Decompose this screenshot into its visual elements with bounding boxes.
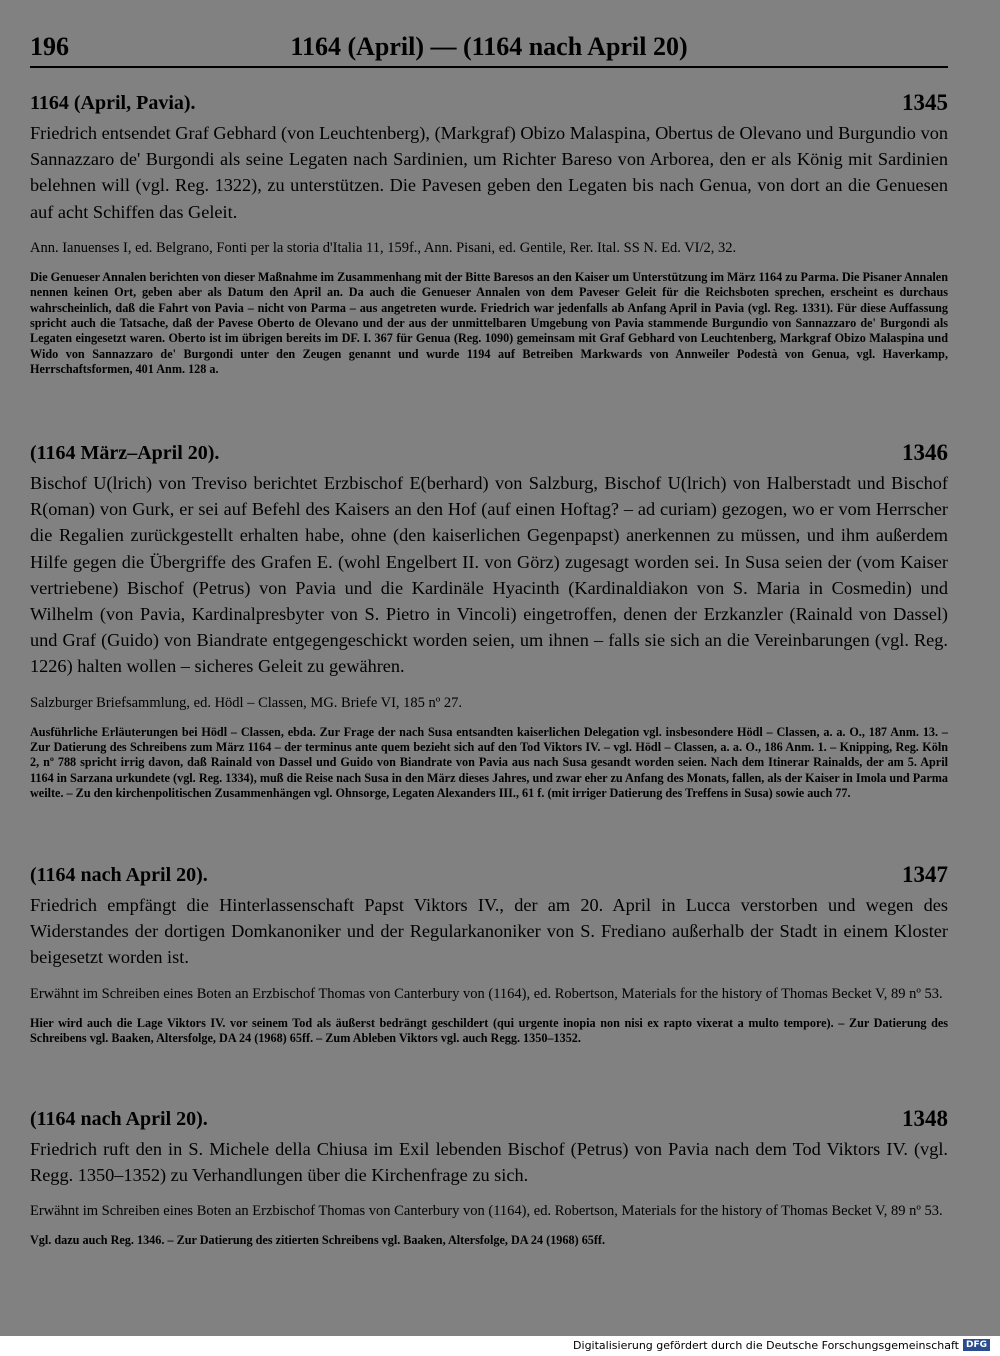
page-header bbox=[30, 30, 948, 68]
entry-summary: Friedrich ruft den in S. Michele della Chiusa im Exil lebenden Bischof (Petrus) von Pavia nach dem Tod Viktors IV. (vgl. Regg. 1350–1352) zu Verhandlungen über die Kirchenfrage zu sich. bbox=[30, 1139, 948, 1186]
entry-heading bbox=[30, 442, 948, 470]
entry-date: 1164 (April, Pavia). bbox=[30, 92, 196, 114]
entry-note: Die Genueser Annalen berichten von dieser Maßnahme im Zusammenhang mit der Bitte Baresos an den Kaiser um Unterstützung im März 1164 zu Parma. Die Pisaner Annalen nennen keinen Ort, geben aber als Datum den April an. Da auch die Genueser Annalen von dem Paveser Geleit für die Reichsboten sprechen, erscheint es durchaus wahrscheinlich, daß die Fahrt von Pavia – nicht von Parma – aus angetreten wurde. Friedrich war jedenfalls ab Anfang April in Pavia (vgl. Reg. 1331). Für diese Auffassung spricht auch die Tatsache, daß der Pavese Oberto de Olevano und der aus der unmittelbaren Umgebung von Pavia stammende Burgundio von Sannazzaro de' Burgondi als Legaten eingesetzt waren. Oberto ist im übrigen bereits im DF. I. 367 für Genua (Reg. 1090) gemeinsam mit Graf Gebhard von Leuchtenberg, Markgraf Obizo Malaspina und Wido von Sannazzaro de' Burgondi unter den Zeugen genannt und wurde 1194 auf Betreiben Markwards von Annweiler Podestà von Genua, vgl. Haverkamp, Herrschaftsformen, 401 Anm. 128 a. bbox=[30, 269, 948, 377]
funding-footer bbox=[573, 1337, 990, 1353]
entry-note: Vgl. dazu auch Reg. 1346. – Zur Datierung des zitierten Schreibens vgl. Baaken, Altersfolge, DA 24 (1968) 65ff. bbox=[30, 1233, 606, 1248]
entry-note: Hier wird auch die Lage Viktors IV. vor seinem Tod als äußerst bedrängt geschildert (qui urgente inopia non nisi ex rapto vixerat a multo tempore). – Zur Datierung des Schreibens vgl. Baaken, Altersfolge, DA 24 (1968) 65ff. – Zum Ableben Viktors vgl. auch Regg. 1350–1352. bbox=[30, 1015, 948, 1046]
entry-note: Ausführliche Erläuterungen bei Hödl – Classen, ebda. Zur Frage der nach Susa entsandten kaiserlichen Delegation vgl. insbesondere Hödl – Classen, a. a. O., 187 Anm. 13. – Zur Datierung des Schreibens zum März 1164 – der terminus ante quem bezieht sich auf den Tod Viktors IV. – vgl. Hödl – Classen, a. a. O., 186 Anm. 1. – Knipping, Reg. Köln 2, nº 788 spricht irrig davon, daß Rainald von Dassel und Guido von Biandrate von Pavia aus nach Susa gesandt worden seien. Nach dem Itinerar Rainalds, der am 5. April 1164 in Sarzana urkundete (vgl. Reg. 1334), muß die Reise nach Susa in den März dieses Jahres, und zwar eher zu Anfang des Monats, fallen, als der Kaiser in Imola und Parma weilte. – Zu den kirchenpolitischen Zusammenhängen vgl. Ohnsorge, Legaten Alexanders III., 61 f. (mit irriger Datierung des Treffens in Susa) sowie auch 77. bbox=[30, 724, 948, 801]
entry-number: 1347 bbox=[902, 862, 948, 887]
entry-number: 1346 bbox=[902, 440, 948, 465]
entry-number: 1348 bbox=[902, 1106, 948, 1131]
footer-text: Digitalisierung gefördert durch die Deutsche Forschungsgemeinschaft bbox=[573, 1338, 959, 1352]
dfg-logo-icon: DFG bbox=[963, 1339, 990, 1351]
entry-date: (1164 nach April 20). bbox=[30, 1108, 208, 1130]
entry-heading bbox=[30, 92, 948, 120]
entry-summary: Friedrich entsendet Graf Gebhard (von Leuchtenberg), (Markgraf) Obizo Malaspina, Obertus de Olevano und Burgundio von Sannazzaro de' Burgondi als seine Legaten nach Sardinien, um Richter Bareso von Arborea, den er als König mit Sardinien belehnen will (vgl. Reg. 1322), zu unterstützen. Die Pavesen geben den Legaten bis nach Genua, von dort an die Genuesen auf acht Schiffen das Geleit. bbox=[30, 123, 948, 222]
regest-entry-1347 bbox=[30, 864, 948, 1046]
regest-entry-1348 bbox=[30, 1108, 948, 1249]
entry-heading bbox=[30, 864, 948, 892]
entry-source: Erwähnt im Schreiben eines Boten an Erzbischof Thomas von Canterbury von (1164), ed. Robertson, Materials for the history of Thomas Becket V, 89 nº 53. bbox=[30, 1203, 943, 1220]
entry-source: Erwähnt im Schreiben eines Boten an Erzbischof Thomas von Canterbury von (1164), ed. Robertson, Materials for the history of Thomas Becket V, 89 nº 53. bbox=[30, 985, 943, 1002]
page-number: 196 bbox=[30, 32, 69, 61]
page-title: 1164 (April) — (1164 nach April 20) bbox=[290, 32, 688, 61]
entry-date: (1164 nach April 20). bbox=[30, 864, 208, 886]
entry-summary: Bischof U(lrich) von Treviso berichtet Erzbischof E(berhard) von Salzburg, Bischof U(lrich) von Halberstadt und Bischof R(oman) von Gurk, er sei auf Befehl des Kaisers an den Hof (auf einen Hoftag? – ad curiam) gezogen, wo er vom Herrscher die Regalien zurückgestellt erhalten habe, ohne (den kaiserlichen Gegenpapst) anerkennen zu müssen, und ihm außerdem Hilfe gegen die Übergriffe des Grafen E. (wohl Engelbert II. von Görz) zugesagt worden sei. In Susa seien der (vom Kaiser vertriebene) Bischof (Petrus) von Pavia und die Kardinäle Hyacinth (Kardinaldiakon von S. Maria in Cosmedin) und Wilhelm (von Pavia, Kardinalpresbyter von S. Pietro in Vincoli) eingetroffen, denen der Erzkanzler (Rainald von Dassel) und Graf (Guido) von Biandrate entgegengeschickt worden seien, um ihnen – falls sie sich an die Vereinbarungen (vgl. Reg. 1226) halten wollen – sicheres Geleit zu gewähren. bbox=[30, 473, 948, 677]
regest-entry-1345 bbox=[30, 92, 948, 378]
entry-source: Salzburger Briefsammlung, ed. Hödl – Classen, MG. Briefe VI, 185 nº 27. bbox=[30, 694, 463, 711]
entry-summary: Friedrich empfängt die Hinterlassenschaft Papst Viktors IV., der am 20. April in Lucca verstorben und wegen des Widerstandes der dortigen Domkanoniker und der Regularkanoniker von S. Frediano außerhalb der Stadt in einem Kloster beigesetzt worden ist. bbox=[30, 895, 948, 968]
entry-heading bbox=[30, 1108, 948, 1136]
entry-date: (1164 März–April 20). bbox=[30, 442, 220, 464]
entry-number: 1345 bbox=[902, 90, 948, 115]
entry-source: Ann. Ianuenses I, ed. Belgrano, Fonti per la storia d'Italia 11, 159f., Ann. Pisani, ed. Gentile, Rer. Ital. SS N. Ed. VI/2, 32. bbox=[30, 239, 737, 256]
regest-entry-1346 bbox=[30, 442, 948, 802]
